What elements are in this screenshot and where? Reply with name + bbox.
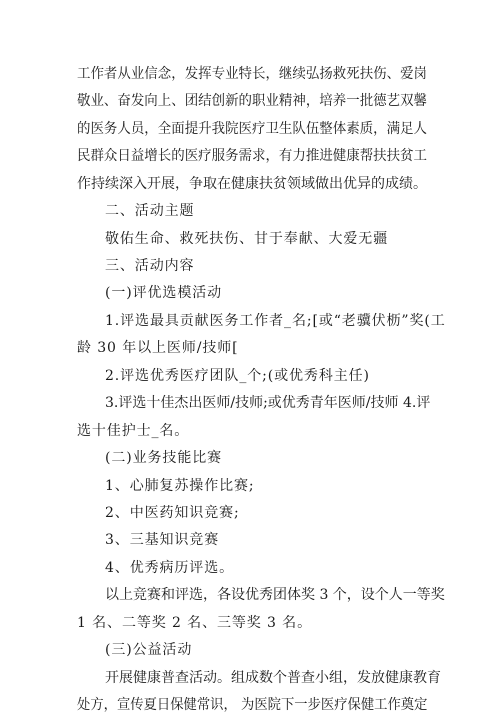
section-heading-theme: 二、活动主题 bbox=[105, 203, 195, 219]
list-item: 4、优秀病历评选。 bbox=[105, 560, 235, 576]
list-item-continuation: 选十佳护士_名。 bbox=[77, 423, 190, 439]
list-item-continuation: 龄 30 年以上医师/技师[ bbox=[77, 340, 239, 356]
subsection-heading: (二)业务技能比赛 bbox=[105, 450, 223, 466]
list-item: 1、心肺复苏操作比赛; bbox=[105, 478, 255, 494]
paragraph-line: 以上竞赛和评选，各设优秀团体奖 3 个，设个人一等奖 bbox=[105, 587, 445, 603]
paragraph-line: 1 名、二等奖 2 名、三等奖 3 名。 bbox=[77, 615, 312, 631]
section-heading-content: 三、活动内容 bbox=[105, 258, 195, 274]
list-item: 1.评选最具贡献医务工作者_名;[或“老骥伏枥”奖(工 bbox=[105, 313, 446, 329]
theme-text: 敬佑生命、救死扶伤、甘于奉献、大爱无疆 bbox=[105, 231, 389, 247]
subsection-heading: (一)评优选模活动 bbox=[105, 285, 223, 301]
paragraph-line: 开展健康普查活动。组成数个普查小组，发放健康教育 bbox=[105, 670, 441, 686]
list-item: 3.评选十佳杰出医师/技师;或优秀青年医师/技师 4.评 bbox=[105, 395, 431, 411]
paragraph-line: 处方，宣传夏日保健常识， 为医院下一步医疗保健工作奠定 bbox=[77, 697, 428, 713]
paragraph-line: 的医务人员，全面提升我院医疗卫生队伍整体素质，满足人 bbox=[77, 121, 427, 137]
list-item: 2.评选优秀医疗团队_个;(或优秀科主任) bbox=[105, 368, 370, 384]
paragraph-line: 工作者从业信念，发挥专业特长，继续弘扬救死扶伤、爱岗 bbox=[77, 66, 427, 82]
paragraph-line: 敬业、奋发向上、团结创新的职业精神，培养一批德艺双馨 bbox=[77, 93, 427, 109]
list-item: 2、中医药知识竞赛; bbox=[105, 505, 240, 521]
paragraph-line: 作持续深入开展，争取在健康扶贫领域做出优异的成绩。 bbox=[77, 176, 427, 192]
subsection-heading: (三)公益活动 bbox=[105, 642, 193, 658]
paragraph-line: 民群众日益增长的医疗服务需求，有力推进健康帮扶扶贫工 bbox=[77, 148, 427, 164]
list-item: 3、三基知识竞赛 bbox=[105, 532, 220, 548]
